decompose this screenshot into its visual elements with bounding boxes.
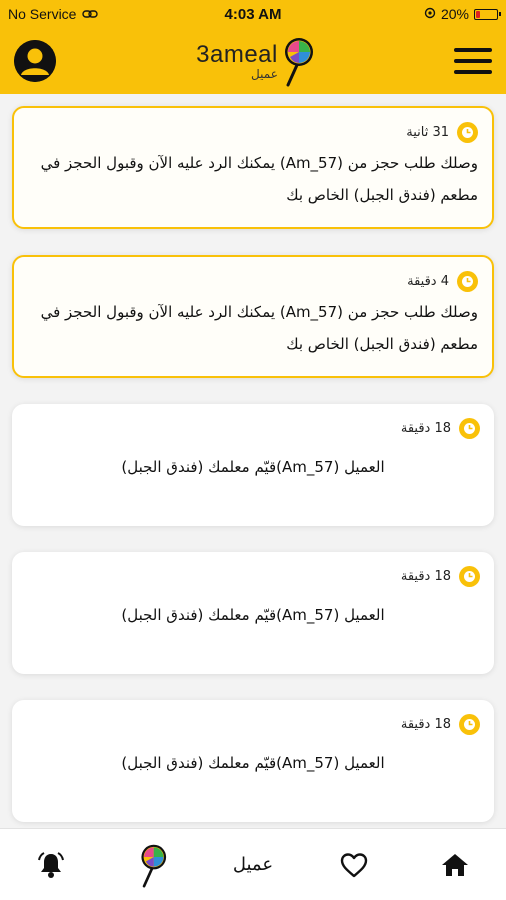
clock-icon xyxy=(459,566,480,587)
tab-client-label: عميل xyxy=(232,854,274,875)
link-icon xyxy=(82,6,98,22)
notification-time: 18 دقيقة xyxy=(400,569,451,584)
notification-text: العميل (Am_57)قيّم معلمك (فندق الجبل) xyxy=(121,458,385,476)
status-left xyxy=(8,6,168,22)
battery-level xyxy=(476,11,480,18)
heart-icon xyxy=(339,851,369,879)
notification-text: العميل (Am_57)قيّم معلمك (فندق الجبل) xyxy=(121,754,385,772)
notification-card[interactable] xyxy=(12,404,494,526)
notification-card[interactable] xyxy=(12,552,494,674)
logo-subtitle: عميل xyxy=(251,66,278,81)
clock-icon xyxy=(457,271,478,292)
lollipop-logo-icon xyxy=(280,35,314,87)
clock-icon xyxy=(459,714,480,735)
battery-icon xyxy=(474,9,498,20)
bottom-tab-bar xyxy=(0,828,506,900)
tab-home[interactable] xyxy=(415,835,495,895)
app-header xyxy=(0,28,506,94)
tab-app-logo[interactable] xyxy=(112,835,192,895)
lollipop-logo-icon xyxy=(137,842,167,888)
notification-text: وصلك طلب حجز من (Am_57) يمكنك الرد عليه الآن وقبول الحجز في مطعم (فندق الجبل) الخاص بك xyxy=(40,303,478,353)
orientation-lock-icon xyxy=(424,6,436,22)
status-time: 4:03 AM xyxy=(224,5,282,23)
notification-card[interactable] xyxy=(12,106,494,229)
notification-card[interactable] xyxy=(12,700,494,822)
tab-favorites[interactable] xyxy=(314,835,394,895)
menu-icon-bar xyxy=(454,48,492,52)
notification-time: 18 دقيقة xyxy=(400,717,451,732)
bell-icon xyxy=(36,850,66,880)
status-bar xyxy=(0,0,506,28)
menu-icon-bar xyxy=(454,59,492,63)
notification-text: العميل (Am_57)قيّم معلمك (فندق الجبل) xyxy=(121,606,385,624)
menu-button[interactable] xyxy=(454,48,492,74)
menu-icon-bar xyxy=(454,70,492,74)
user-icon xyxy=(14,40,56,82)
logo-wordmark: 3ameal xyxy=(196,40,278,68)
app-logo xyxy=(196,35,314,87)
clock-icon xyxy=(459,418,480,439)
notification-text: وصلك طلب حجز من (Am_57) يمكنك الرد عليه الآن وقبول الحجز في مطعم (فندق الجبل) الخاص بك xyxy=(40,154,478,204)
notification-card[interactable] xyxy=(12,255,494,378)
notification-time: 4 دقيقة xyxy=(407,274,449,289)
battery-percent: 20% xyxy=(440,6,469,22)
notifications-list xyxy=(12,106,494,848)
tab-notifications[interactable] xyxy=(11,835,91,895)
notification-time: 18 دقيقة xyxy=(400,421,451,436)
clock-icon xyxy=(457,122,478,143)
notification-time: 31 ثانية xyxy=(406,125,449,140)
profile-button[interactable] xyxy=(14,40,56,82)
tab-client[interactable] xyxy=(213,835,293,895)
home-icon xyxy=(441,852,469,878)
carrier-label: No Service xyxy=(8,6,77,22)
status-right xyxy=(338,6,498,22)
